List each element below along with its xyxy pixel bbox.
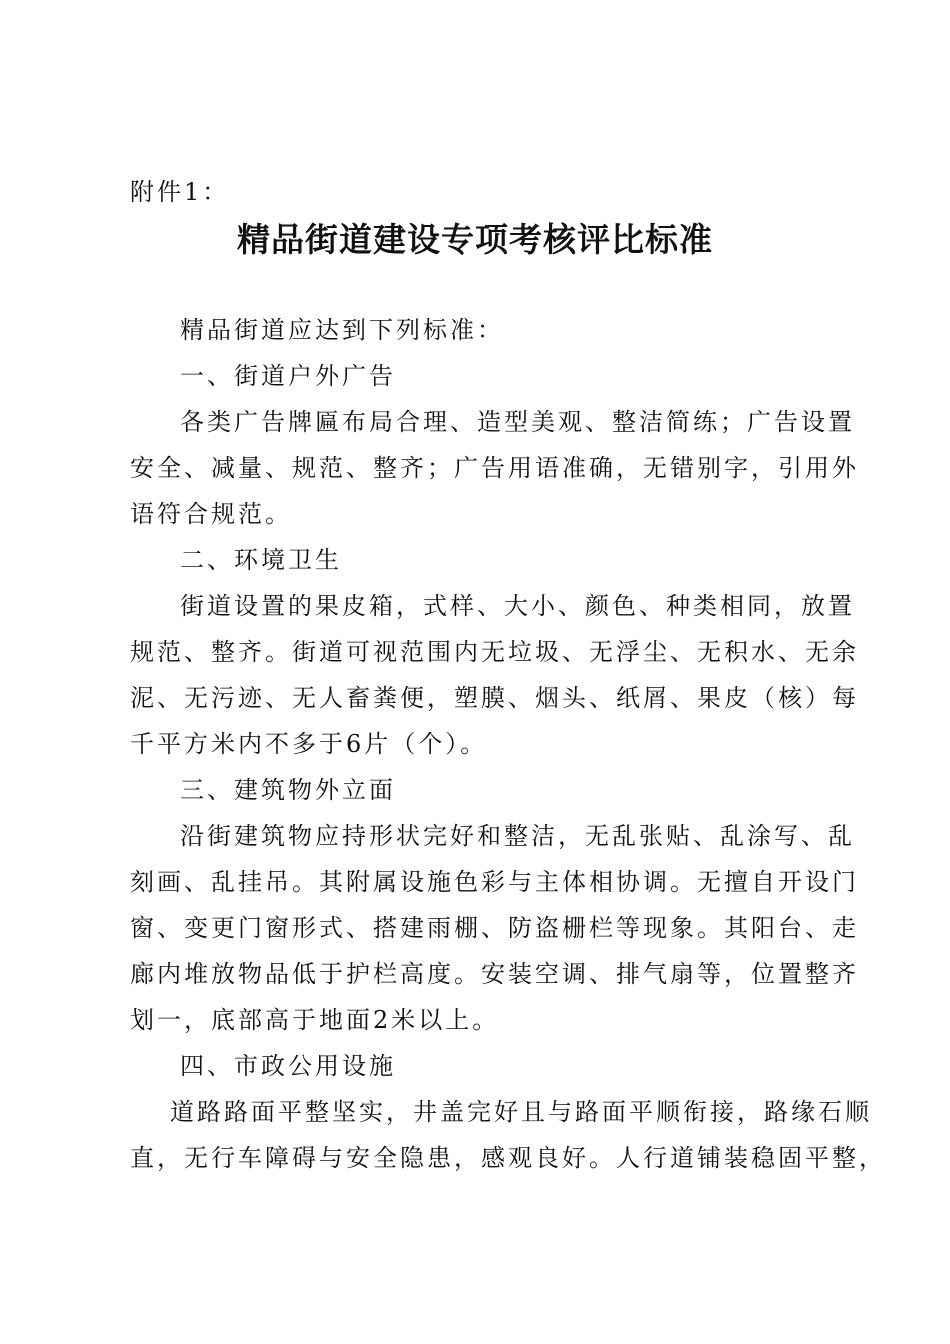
section-heading-facade: 三、建筑物外立面 <box>180 776 396 804</box>
paragraph-line: 沿街建筑物应持形状完好和整洁，无乱张贴、乱涂写、乱 <box>180 822 855 850</box>
paragraph-line: 划一，底部高于地面2米以上。 <box>130 1006 500 1034</box>
paragraph-line: 直，无行车障碍与安全隐患，感观良好。人行道铺装稳固平整， <box>130 1144 886 1172</box>
paragraph-line: 泥、无污迹、无人畜粪便，塑膜、烟头、纸屑、果皮（核）每 <box>130 684 859 712</box>
intro-line: 精品街道应达到下列标准： <box>180 316 504 344</box>
paragraph-line: 规范、整齐。街道可视范围内无垃圾、无浮尘、无积水、无余 <box>130 638 859 666</box>
paragraph-line: 安全、减量、规范、整齐；广告用语准确，无错别字，引用外 <box>130 454 859 482</box>
paragraph-line: 刻画、乱挂吊。其附属设施色彩与主体相协调。无擅自开设门 <box>130 868 859 896</box>
paragraph-line: 语符合规范。 <box>130 500 292 528</box>
section-heading-outdoor-ads: 一、街道户外广告 <box>180 362 396 390</box>
paragraph-line: 千平方米内不多于6片（个）。 <box>130 730 488 758</box>
section-heading-sanitation: 二、环境卫生 <box>180 546 342 574</box>
paragraph-line: 街道设置的果皮箱，式样、大小、颜色、种类相同，放置 <box>180 592 855 620</box>
document-title: 精品街道建设专项考核评比标准 <box>237 220 713 259</box>
paragraph-line: 窗、变更门窗形式、搭建雨棚、防盗栅栏等现象。其阳台、走 <box>130 914 859 942</box>
section-heading-municipal: 四、市政公用设施 <box>180 1052 396 1080</box>
paragraph-line: 道路路面平整坚实，井盖完好且与路面平顺衔接，路缘石顺 <box>170 1098 872 1126</box>
document-body <box>130 307 886 1181</box>
attachment-label: 附件1： <box>130 178 230 206</box>
paragraph-line: 各类广告牌匾布局合理、造型美观、整洁简练；广告设置 <box>180 408 855 436</box>
paragraph-line: 廊内堆放物品低于护栏高度。安装空调、排气扇等，位置整齐 <box>130 960 859 988</box>
